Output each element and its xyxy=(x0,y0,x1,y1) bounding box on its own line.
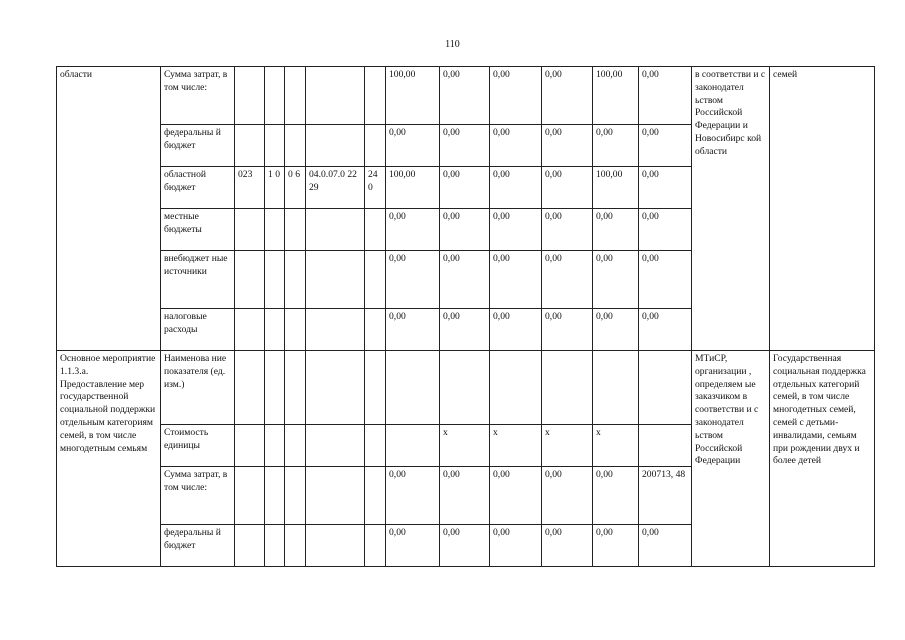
amount-cell: 0,00 xyxy=(639,251,692,309)
amount-cell: 0,00 xyxy=(490,467,542,525)
amount-cell: 0,00 xyxy=(542,167,593,209)
budget-code-cell xyxy=(265,209,285,251)
budget-table-body xyxy=(57,67,875,567)
amount-cell: 0,00 xyxy=(593,209,639,251)
amount-cell xyxy=(386,351,440,425)
budget-code-cell xyxy=(365,125,386,167)
amount-cell: 0,00 xyxy=(593,125,639,167)
amount-cell: 0,00 xyxy=(542,467,593,525)
indicator-name-cell: федеральны й бюджет xyxy=(161,525,235,567)
indicator-name-cell: Наименова ние показателя (ед. изм.) xyxy=(161,351,235,425)
amount-cell: 0,00 xyxy=(639,167,692,209)
amount-cell: 0,00 xyxy=(639,309,692,351)
budget-code-cell xyxy=(365,425,386,467)
amount-cell: 0,00 xyxy=(440,67,490,125)
amount-cell: 0,00 xyxy=(542,209,593,251)
budget-code-cell xyxy=(285,525,306,567)
amount-cell: 0,00 xyxy=(440,467,490,525)
budget-code-cell xyxy=(265,425,285,467)
amount-cell: 0,00 xyxy=(386,251,440,309)
amount-cell: 0,00 xyxy=(542,125,593,167)
amount-cell: 0,00 xyxy=(386,209,440,251)
amount-cell: 100,00 xyxy=(593,67,639,125)
amount-cell: 0,00 xyxy=(639,67,692,125)
budget-code-cell: 0 6 xyxy=(285,167,306,209)
amount-cell: 0,00 xyxy=(440,309,490,351)
indicator-name-cell: налоговые расходы xyxy=(161,309,235,351)
budget-code-cell xyxy=(265,467,285,525)
amount-cell xyxy=(593,351,639,425)
amount-cell: 0,00 xyxy=(542,251,593,309)
amount-cell: 0,00 xyxy=(639,209,692,251)
budget-code-cell xyxy=(265,309,285,351)
budget-code-cell xyxy=(285,209,306,251)
amount-cell xyxy=(386,425,440,467)
budget-code-cell xyxy=(265,525,285,567)
amount-cell xyxy=(542,351,593,425)
budget-code-cell xyxy=(306,425,365,467)
amount-cell: 0,00 xyxy=(440,209,490,251)
amount-cell: 0,00 xyxy=(440,167,490,209)
amount-cell: 0,00 xyxy=(386,525,440,567)
page-number: 110 xyxy=(445,39,460,50)
indicator-name-cell: Сумма затрат, в том числе: xyxy=(161,67,235,125)
amount-cell: 0,00 xyxy=(542,525,593,567)
budget-code-cell xyxy=(235,425,265,467)
amount-cell: 0,00 xyxy=(386,125,440,167)
amount-cell: 0,00 xyxy=(386,309,440,351)
amount-cell: 0,00 xyxy=(440,125,490,167)
budget-code-cell xyxy=(365,351,386,425)
amount-cell: 0,00 xyxy=(490,525,542,567)
budget-code-cell xyxy=(365,251,386,309)
executor-cell: в соответстви и с законодател ьством Российской Федерации и Новосибирс кой области xyxy=(692,67,770,351)
amount-cell: 0,00 xyxy=(440,525,490,567)
amount-cell: 0,00 xyxy=(490,67,542,125)
budget-code-cell xyxy=(235,125,265,167)
budget-code-cell xyxy=(285,251,306,309)
executor-cell: МТиСР, организации , определяем ые заказчиком в соответстви и с законодател ьством Российской Федерации xyxy=(692,351,770,567)
amount-cell: 0,00 xyxy=(440,251,490,309)
budget-code-cell xyxy=(306,251,365,309)
amount-cell xyxy=(639,425,692,467)
budget-code-cell xyxy=(306,525,365,567)
budget-code-cell xyxy=(235,251,265,309)
amount-cell: 0,00 xyxy=(386,467,440,525)
budget-code-cell xyxy=(235,525,265,567)
budget-code-cell xyxy=(285,67,306,125)
amount-cell: 0,00 xyxy=(542,309,593,351)
activity-label-cell: Основное мероприятие 1.1.3.а. Предоставление мер государственной социальной поддержки отдельным категориям семей, в том числе многодетным семьям xyxy=(57,351,161,567)
amount-cell: 0,00 xyxy=(593,309,639,351)
indicator-name-cell: областной бюджет xyxy=(161,167,235,209)
amount-cell: 0,00 xyxy=(490,309,542,351)
budget-code-cell xyxy=(235,309,265,351)
amount-cell xyxy=(490,351,542,425)
budget-code-cell xyxy=(285,125,306,167)
budget-code-cell: 023 xyxy=(235,167,265,209)
budget-code-cell xyxy=(306,467,365,525)
budget-code-cell: 04.0.07.0 2229 xyxy=(306,167,365,209)
amount-cell: 0,00 xyxy=(593,251,639,309)
budget-code-cell xyxy=(235,467,265,525)
budget-code-cell xyxy=(365,525,386,567)
amount-cell: 100,00 xyxy=(386,67,440,125)
amount-cell: 0,00 xyxy=(490,125,542,167)
budget-code-cell xyxy=(306,125,365,167)
amount-cell: 0,00 xyxy=(593,467,639,525)
indicator-name-cell: Сумма затрат, в том числе: xyxy=(161,467,235,525)
budget-code-cell xyxy=(365,67,386,125)
budget-code-cell xyxy=(306,209,365,251)
indicator-name-cell: федеральны й бюджет xyxy=(161,125,235,167)
budget-code-cell xyxy=(235,351,265,425)
amount-cell: 100,00 xyxy=(593,167,639,209)
budget-code-cell xyxy=(235,67,265,125)
budget-code-cell xyxy=(365,209,386,251)
amount-cell: 0,00 xyxy=(490,167,542,209)
budget-code-cell xyxy=(365,309,386,351)
budget-table xyxy=(56,66,875,567)
amount-cell xyxy=(639,351,692,425)
amount-cell xyxy=(440,351,490,425)
amount-cell: 0,00 xyxy=(490,251,542,309)
table-row xyxy=(57,351,875,425)
budget-code-cell xyxy=(265,251,285,309)
indicator-name-cell: местные бюджеты xyxy=(161,209,235,251)
amount-cell: 0,00 xyxy=(639,525,692,567)
budget-code-cell xyxy=(265,67,285,125)
amount-cell: 0,00 xyxy=(593,525,639,567)
amount-cell: 0,00 xyxy=(490,209,542,251)
amount-cell: 0,00 xyxy=(639,125,692,167)
indicator-name-cell: Стоимость единицы xyxy=(161,425,235,467)
budget-code-cell xyxy=(306,351,365,425)
amount-cell: 200713, 48 xyxy=(639,467,692,525)
budget-code-cell: 24 0 xyxy=(365,167,386,209)
purpose-cell: семей xyxy=(770,67,875,351)
budget-code-cell xyxy=(265,351,285,425)
amount-cell: x xyxy=(593,425,639,467)
amount-cell: x xyxy=(542,425,593,467)
amount-cell: x xyxy=(490,425,542,467)
budget-code-cell xyxy=(285,309,306,351)
budget-code-cell xyxy=(306,309,365,351)
amount-cell: 0,00 xyxy=(542,67,593,125)
activity-label-cell: области xyxy=(57,67,161,351)
budget-code-cell xyxy=(265,125,285,167)
budget-code-cell xyxy=(285,425,306,467)
indicator-name-cell: внебюджет ные источники xyxy=(161,251,235,309)
budget-code-cell: 1 0 xyxy=(265,167,285,209)
purpose-cell: Государственная социальная поддержка отдельных категорий семей, в том числе многодетных семей, семей с детьми-инвалидами, семьям при рождении двух и более детей xyxy=(770,351,875,567)
budget-code-cell xyxy=(365,467,386,525)
amount-cell: x xyxy=(440,425,490,467)
budget-code-cell xyxy=(285,467,306,525)
budget-code-cell xyxy=(285,351,306,425)
table-row xyxy=(57,67,875,125)
budget-code-cell xyxy=(235,209,265,251)
amount-cell: 100,00 xyxy=(386,167,440,209)
budget-code-cell xyxy=(306,67,365,125)
